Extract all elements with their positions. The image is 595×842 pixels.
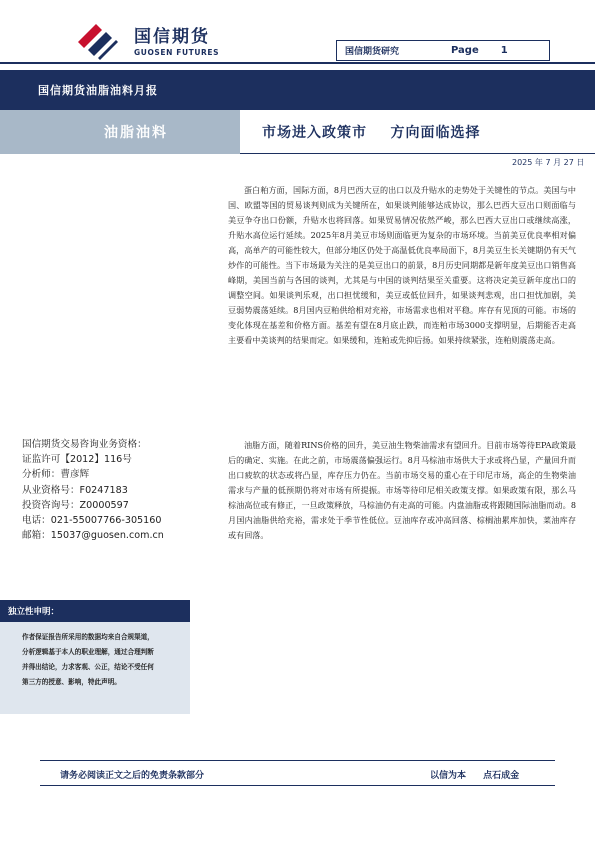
footer-divider — [40, 760, 555, 761]
independence-heading: 独立性申明： — [8, 607, 60, 617]
section-tab-label: 油脂油料 — [104, 125, 168, 141]
brand-name-en: GUOSEN FUTURES — [134, 48, 220, 57]
independence-text: 作者保证报告所采用的数据均来自合规渠道，分析逻辑基于本人的职业理解，通过合理判断并得出结论，力求客观、公正，结论不受任何第三方的授意、影响，特此声明。 — [22, 633, 154, 686]
brand-name-cn: 国信期货 — [134, 27, 210, 47]
report-label: 国信期货研究 — [345, 47, 400, 57]
analyst-line: 分析师：曹彦辉 — [22, 469, 90, 481]
title-underline — [240, 153, 595, 154]
license-line: 证监许可【2012】116号 — [22, 454, 132, 466]
footer-disclaimer: 请务必阅读正文之后的免责条款部分 — [60, 771, 205, 781]
body-paragraph-oils — [228, 438, 576, 543]
page-label: Page — [451, 45, 479, 56]
brand-logo — [76, 18, 246, 62]
paragraph-text: 油脂方面，随着RINS价格的回升，美豆油生物柴油需求有望回升。目前市场等待EPA政策最后的确定、实施。在此之前，市场震荡偏强运行。8月马棕油市场供大于求或将凸显，产量回升而出口疲软的状态或将凸显，库存压力仍在。当前市场交易的重心在于印尼市场，高企的生物柴油需求与产量的低预期仍将对市场有所提振。市场等待印尼相关政策支撑。如果政策有限，那么马棕油高位或有修正，一旦政策释放，马棕油仍有走高的可能。内盘油脂或将跟随国际油脂而动。8月国内油脂供给充裕，需求处于季节性低位。豆油库存或冲高回落、棕榈油累库加快，菜油库存或有回落。 — [228, 440, 576, 540]
report-series-title: 国信期货油脂油料月报 — [38, 84, 158, 97]
practice-number-line: 从业资格号：F0247183 — [22, 484, 128, 496]
body-paragraph-meal — [228, 183, 576, 348]
guosen-logo-icon — [76, 20, 118, 60]
footer-slogan: 以信为本 点石成金 — [430, 771, 520, 781]
qualification-line: 国信期货交易咨询业务资格： — [22, 439, 147, 450]
header-divider — [0, 62, 595, 64]
footer-divider-bottom — [40, 785, 555, 786]
report-date: 2025 年 7 月 27 日 — [512, 158, 585, 167]
email-line[interactable]: 邮箱：15037@guosen.com.cn — [22, 530, 164, 542]
report-header-box — [336, 40, 550, 61]
page-title: 市场进入政策市 方向面临选择 — [262, 125, 481, 141]
phone-line: 电话：021-55007766-305160 — [22, 515, 162, 527]
page-number: 1 — [500, 45, 508, 56]
analyst-contact — [22, 437, 164, 543]
paragraph-text: 蛋白粕方面，国际方面，8月巴西大豆的出口以及升贴水的走势处于关键性的节点。美国与中国、欧盟等国的贸易谈判则成为关键所在，如果谈判能够达成协议，那么巴西大豆出口则面临与美豆争夺出口份额，升贴水也将回落。如果贸易情况依然严峻，那么巴西大豆出口或继续高涨，升贴水高位运行延续。2025年8月美豆市场则面临更为复杂的市场环境。当前美豆优良率相对偏高，高单产的可能性较大，但部分地区仍处于高温低优良率局面下，8月美豆生长关键期仍有天气炒作的可能性。当下市场最为关注的是美豆出口的前景，8月历史同期都是新年度美豆出口销售高峰期，美国当前与各国的谈判，尤其是与中国的谈判结果至关重要。这将决定美豆新年度出口的调整空间。如果谈判乐观，出口担忧缓和，美豆或低位回升，如果谈判悲观，出口担忧加剧，美豆弱势震荡延续。8月国内豆粕供给相对充裕，市场需求也相对平稳。库存有见顶的可能。市场的变化体现在基差和价格方面。基差有望在8月底止跌，而连粕市场3000支撑明显，后期能否走高主要看中美谈判的结果而定。如果缓和，连粕或先抑后扬。如果持续紧张，连粕则震荡走高。 — [228, 185, 576, 345]
consult-number-line: 投资咨询号：Z0000597 — [22, 499, 129, 511]
